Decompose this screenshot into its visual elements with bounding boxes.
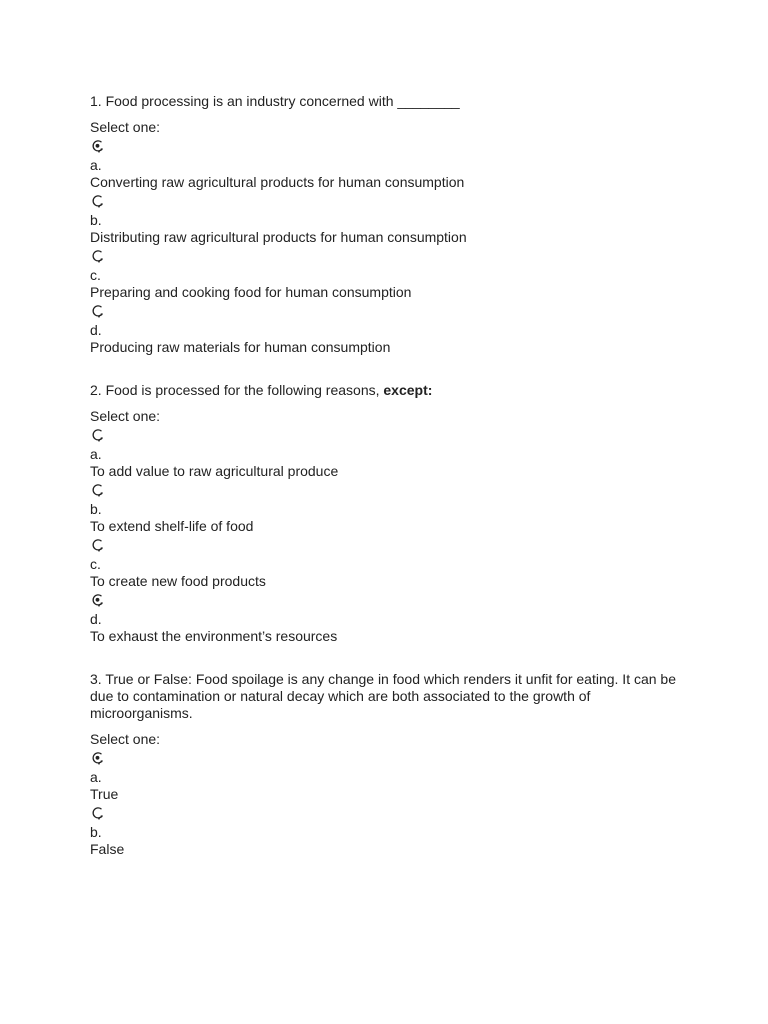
option-letter: c. [90, 556, 101, 572]
option-letter: d. [90, 611, 102, 627]
option-3b [90, 806, 690, 858]
option-text: To extend shelf-life of food [90, 518, 254, 534]
option-text: To add value to raw agricultural produce [90, 463, 339, 479]
option-letter: a. [90, 769, 102, 785]
question-1 [90, 93, 690, 356]
option-letter: b. [90, 501, 102, 517]
option-1a [90, 139, 690, 191]
radio-button-2a[interactable] [92, 428, 104, 442]
option-text: To exhaust the environment’s resources [90, 628, 338, 644]
radio-button-3b[interactable] [92, 806, 104, 820]
radio-button-1c[interactable] [92, 249, 104, 263]
radio-button-2b[interactable] [92, 483, 104, 497]
quiz-page [90, 93, 690, 884]
question-3-text: 3. True or False: Food spoilage is any change in food which renders it unfit for eating. It can be due to contamination or natural decay which are both associated to the growth of microorganisms. [90, 671, 677, 721]
question-1-text: 1. Food processing is an industry concerned with ________ [90, 93, 460, 109]
option-text: False [90, 841, 125, 857]
option-text: Producing raw materials for human consumption [90, 339, 391, 355]
question-3 [90, 671, 690, 858]
option-text: To create new food products [90, 573, 266, 589]
question-2-emphasis: except: [383, 382, 433, 398]
option-2b [90, 483, 690, 535]
radio-button-2d[interactable] [92, 593, 104, 607]
option-1c [90, 249, 690, 301]
option-text: True [90, 786, 119, 802]
radio-button-1a[interactable] [92, 139, 104, 153]
radio-button-2c[interactable] [92, 538, 104, 552]
option-2d [90, 593, 690, 645]
select-one-label: Select one: [90, 408, 161, 424]
option-letter: a. [90, 157, 102, 173]
radio-button-3a[interactable] [92, 751, 104, 765]
option-1d [90, 304, 690, 356]
option-1b [90, 194, 690, 246]
option-2c [90, 538, 690, 590]
option-3a [90, 751, 690, 803]
question-2-text: 2. Food is processed for the following reasons, except: [90, 382, 433, 398]
select-one-label: Select one: [90, 119, 161, 135]
option-letter: a. [90, 446, 102, 462]
option-letter: d. [90, 322, 102, 338]
option-2a [90, 428, 690, 480]
option-text: Converting raw agricultural products for human consumption [90, 174, 465, 190]
option-letter: b. [90, 212, 102, 228]
option-letter: b. [90, 824, 102, 840]
radio-button-1d[interactable] [92, 304, 104, 318]
radio-button-1b[interactable] [92, 194, 104, 208]
option-letter: c. [90, 267, 101, 283]
option-text: Distributing raw agricultural products for human consumption [90, 229, 467, 245]
option-text: Preparing and cooking food for human consumption [90, 284, 412, 300]
select-one-label: Select one: [90, 731, 161, 747]
question-2 [90, 382, 690, 645]
